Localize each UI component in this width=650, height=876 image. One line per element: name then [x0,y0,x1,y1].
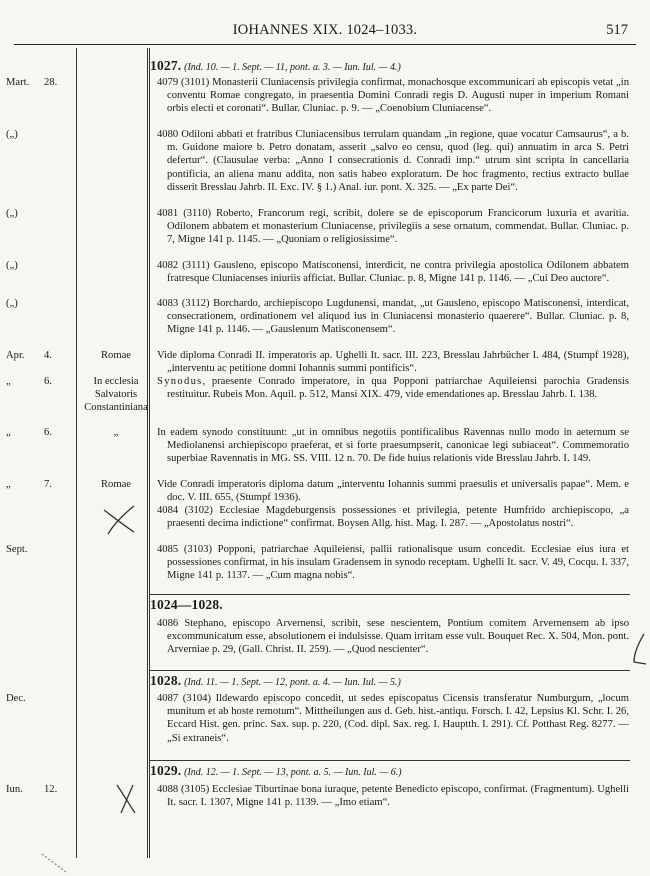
entry-date: („) [6,260,18,271]
entry-date: Apr. 4. [6,350,52,361]
entry-text: 4086 Stephano, episcopo Arvernensi, scribit, sese nescientem, Pontium comitem Arvernensem ab ipso excommunicatum esse, absolutionem ei indulsisse. Quam irritam esse vult. Bouquet Rec. X. 504, Mon. pont. Arverniae p. 29, (Gall. Christ. II. 259). — „Quod nescienter“. [157,618,629,656]
entry-place: In ecclesia Salvatoris Constantiniana [84,376,148,414]
entry-text: 4080 Odiloni abbati et fratribus Cluniacensibus terrulam quandam „in regione, quae vocatur Camsaurus“, a b. m. Guidone maiore b. Petro donatam, asserit „salvo eo censu, quod (leg. qui) annuatim in arca S. Petri defertur“. (Clausulae verba: „Anno I consecrationis d. Conradi imp.“ utrum sint scripta in cancellaria pontificia, an aliena manu addita, non satis habeo exploratum. De hoc fragmento, rectius extracto bullae disserit Bresslau Jahrb. II. Exc. IV. § 1.) Anal. iur. pont. X. 325. — „Ex parte Dei“. [157,129,629,193]
entry-date: „ 6. [6,427,52,438]
column-rule-place [147,48,150,858]
entry-place: „ [113,427,119,438]
entry-place: Romae [100,479,131,490]
pencil-cross-mark-icon [100,500,140,540]
entry-date: („) [6,129,18,140]
section-rule [150,670,630,671]
year-heading: 1027. (Ind. 10. — 1. Sept. — 11, pont. a. 3. — Iun. Iul. — 4.) [150,58,401,73]
year-heading: 1029. (Ind. 12. — 1. Sept. — 13, pont. a. 5. — Iun. Iul. — 6.) [150,763,402,778]
entry-text: 4085 (3103) Popponi, patriarchae Aquileiensi, pallii rationalisque usum concedit. Ecclesiae eius iura et possessiones confirmat, in his insulam Gradensem in synodo receptam. Ughelli It. sacr. V. 49, Cocqu. I. 337, Migne 141 p. 1137. — „Cum magna nobis“. [157,544,629,582]
year-heading: 1024—1028. [150,597,223,612]
entry-text: 4079 (3101) Monasterii Cluniacensis privilegia confirmat, monachosque excommunicari ab episcopis vetat „in conventu Romae congregato, in praesentia Domini Conradi regis D. Augusti nuper in imperium Romani orbis electi et coronati“. Bullar. Cluniac. p. 9. — „Coenobium Cluniacense“. [157,77,629,115]
running-title: IOHANNES XIX. 1024–1033. [232,22,418,38]
entry-date [6,617,66,630]
entry-date: Mart. 28. [6,77,58,88]
entry-date: „ 7. [6,479,52,490]
entry-text: In eadem synodo constituunt: „ut in omnibus negotiis pontificalibus Ravennas nullo modo in aeternum se Mediolanensi archiepiscopo praeferat, et si forte praesumpserit, canonicae legi subiaceat“. Commemoratio superbiae Ravennatis in MG. SS. VIII. 12 n. 70. De fide huius relationis vide Bresslau Jahrb. I. 149. [157,427,629,465]
entry-date: („) [6,298,18,309]
entry-text: 4088 (3105) Ecclesiae Tiburtinae bona iuraque, petente Benedicto episcopo, confirmat. (Fragmentum). Ughelli It. sacr. I. 1307, Migne 141 p. 1139. — „Imo etiam“. [157,784,629,809]
entry-text: Vide Conradi imperatoris diploma datum „interventu Iohannis summi praesulis et universalis papae“. Mem. e doc. V. III. 655, (Stumpf 1936). [157,479,629,504]
header-rule [14,44,636,45]
entry-date: „ 6. [6,376,52,387]
entry-date: („) [6,208,18,219]
entry-text: Vide diploma Conradi II. imperatoris ap. Ughelli It. sacr. III. 223, Bresslau Jahrbücher I. 484, (Stumpf 1928), „interventu ac petitione domni Iohannis summi pontificis“. [157,350,629,375]
entry-date: Sept. [6,544,28,555]
entry-text: 4082 (3111) Gausleno, episcopo Matisconensi, interdicit, ne contra privilegia apostolica Odilonem abbatem fratresque Cluniacenses iniuriis afficiat. Bullar. Cluniac. p. 8, Migne 141 p. 1146. — „Cui Deo auctore“. [157,260,629,285]
section-rule [150,760,630,761]
entry-text: 4087 (3104) Ildewardo episcopo concedit, ut sedes episcopatus Cicensis transferatur Numburgum, „locum munitum et ab hoste remotum“. Mittheilungen aus d. Geb. hist.-antiqu. Forsch. I. 42, Lepsius Kl. Schr. I. 26, Eccard Hist. gen. princ. Sax. sup. p. 220, (Cod. dipl. Sax. reg. I. Hauptth. I. 291). Cf. Potthast Reg. 8277. — „Si extraneis“. [157,693,629,744]
entry-text: 4081 (3110) Roberto, Francorum regi, scribit, dolere se de episcoporum Francicorum luxuria et avaritia. Odilonem abbatem et monasterium Cluniacense, privilegiis a sese ornatum, commendat. Bullar. Cluniac. p. 7, Migne 141 p. 1145. — „Quoniam o religiosissime“. [157,208,629,246]
year-heading: 1028. (Ind. 11. — 1. Sept. — 12, pont. a. 4. — Iun. Iul. — 5.) [150,673,401,688]
entry-date [6,504,66,517]
pencil-stroke-mark-icon [40,852,70,874]
entry-text: Synodus, praesente Conrado imperatore, in qua Popponi patriarchae Aquileiensi parochia Gradensis restituitur. Rubeis Mon. Aquil. p. 512, Mansi XIX. 479, vide emendationes ap. Bresslau Jahrb. I. 138. [157,376,629,401]
entry-place: Romae [100,350,131,361]
pencil-bracket-mark-icon [630,630,650,670]
entry-date: Dec. [6,693,26,704]
entry-text: 4083 (3112) Borchardo, archiepiscopo Lugdunensi, mandat, „ut Gausleno, episcopo Matisconensi, interdicat, consecrationem, ordinationem vel aliquod ius in Cluniacensi monasterio quaerere“. Bullar. Cluniac. p. 8, Migne 141 p. 1146. — „Gauslenum Matisconensem“. [157,298,629,336]
page-number: 517 [606,22,628,38]
entry-date: Iun. 12. [6,784,58,795]
section-rule [150,594,630,595]
column-rule-date [76,48,77,858]
pencil-cross-mark-icon [113,782,143,816]
entry-text: 4084 (3102) Ecclesiae Magdeburgensis possessiones et privilegia, petente Humfrido archiepiscopo, „a praesenti decima indictione“ confirmat. Boysen Allg. hist. Mag. I. 287. — „Apostolatus nostri“. [157,505,629,530]
